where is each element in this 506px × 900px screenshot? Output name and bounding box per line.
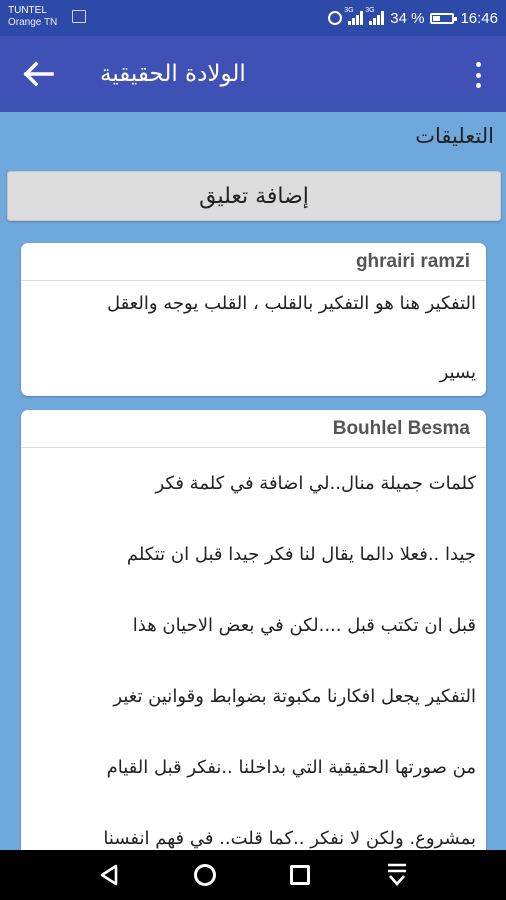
comment-text [21,281,486,391]
carrier-name: TUNTEL [8,5,47,16]
comment-line: قبل ان تكتب قبل ....لكن في بعض الاحيان هذا [132,615,476,636]
nav-back-icon[interactable] [98,864,120,886]
signal-icon [344,7,363,25]
arrow-back-icon[interactable] [22,60,56,88]
alarm-icon [328,11,342,25]
carrier-info [8,5,57,29]
carrier-operator: Orange TN [8,17,58,28]
comments-heading: التعليقات [415,124,494,148]
page-title: الولادة الحقيقية [100,61,246,87]
network-type-label: 3G [344,7,354,14]
comment-text [21,448,486,870]
comment-line: التفكير يجعل افكارنا مكبوتة بضوابط وقوانين تغير [113,686,476,707]
app-bar [0,36,506,112]
comment-card [21,410,486,870]
nav-home-icon[interactable] [194,864,216,886]
network-type-label-2: 3G [365,7,375,14]
status-icons [328,6,498,30]
nav-recents-icon[interactable] [290,865,310,885]
battery-level [433,16,440,21]
more-vert-icon[interactable] [476,62,482,88]
nav-notifications-icon[interactable] [386,862,408,888]
comment-line: بمشروع. ولكن لا نفكر ..كما قلت.. في فهم انفسنا [103,828,476,849]
add-comment-button[interactable]: إضافة تعليق [7,171,501,221]
signal-icon-2 [365,7,384,25]
navigation-bar [0,850,506,900]
comment-author: Bouhlel Besma [21,410,486,448]
comment-line: من صورتها الحقيقية التي بداخلنا ..نفكر قبل القيام [106,757,476,778]
clock: 16:46 [460,9,498,27]
comment-line: جيدا ..فعلا دالما يقال لنا فكر جيدا قبل ان تتكلم [126,544,476,565]
status-bar [0,0,506,36]
comment-author: ghrairi ramzi [21,243,486,281]
comment-line: كلمات جميلة منال..لي اضافة في كلمة فكر [155,473,476,494]
image-notification-icon [72,10,86,23]
comment-card [21,243,486,396]
comment-line: يسير [439,362,476,383]
battery-icon [430,13,454,24]
comment-line: التفكير هنا هو التفكير بالقلب ، القلب يوجه والعقل [106,293,476,314]
battery-percent: 34 % [390,9,425,27]
